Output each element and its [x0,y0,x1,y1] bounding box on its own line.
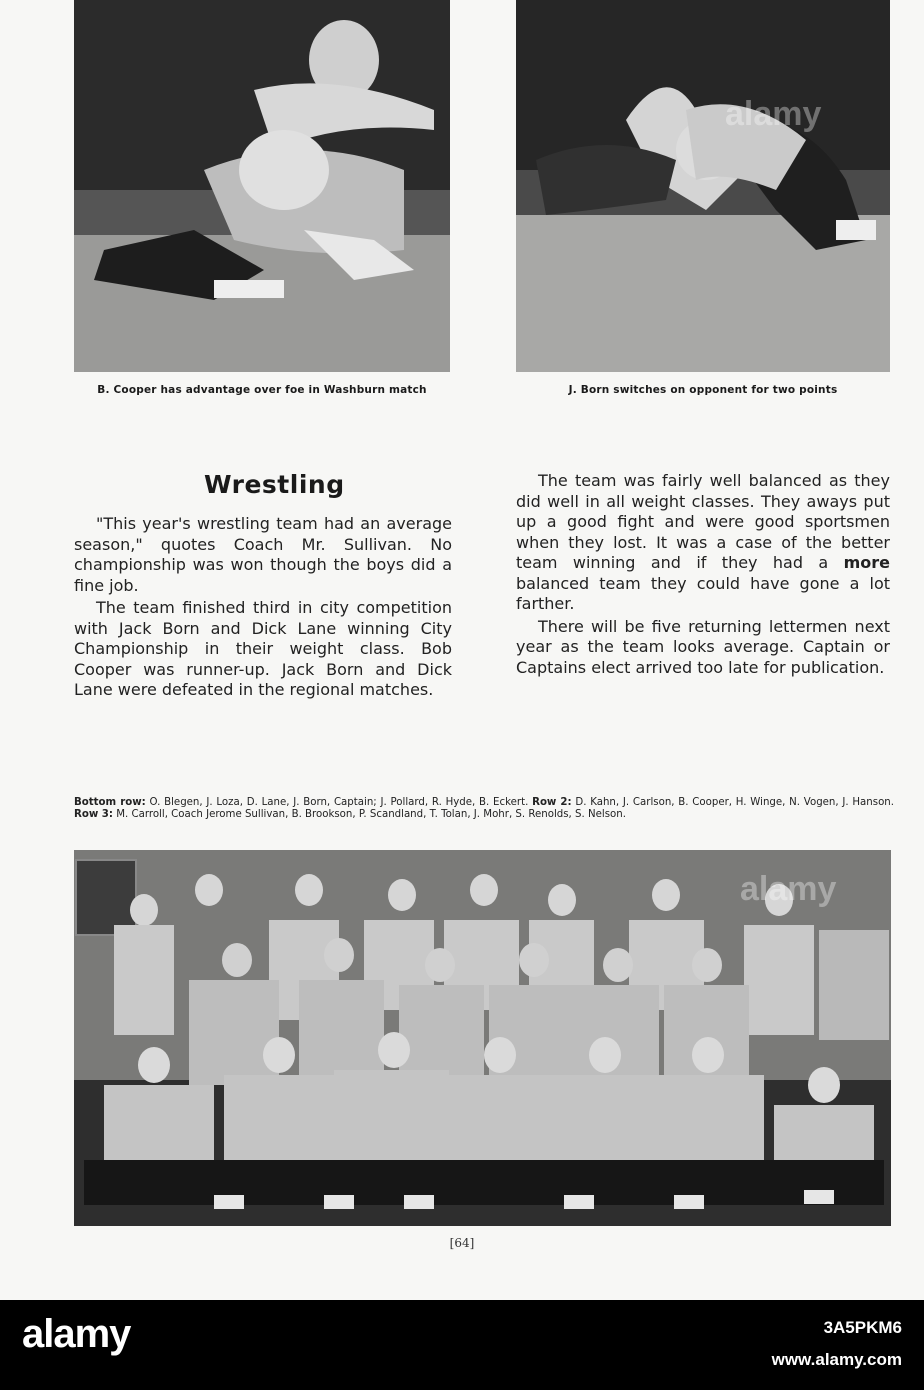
emphasis-more: more [843,553,890,572]
article-paragraph: "This year's wrestling team had an average season," quotes Coach Mr. Sullivan. No championship was won though the boys did a fine job. [74,514,452,595]
team-roster-caption: Bottom row: O. Blegen, J. Loza, D. Lane, J. Born, Captain; J. Pollard, R. Hyde, B. Eckert. Row 2: D. Kahn, J. Carlson, B. Cooper, H. Winge, N. Vogen, J. Hanson. Row 3: M. Carroll, Coach Jerome Sullivan, B. Brookson, P. Scandland, T. Tolan, J. Mohr, S. Renolds, S. Nelson. [74,797,894,821]
page-number: [64] [449,1236,475,1250]
article-left-column [74,514,452,701]
article-paragraph: There will be five returning lettermen next year as the team looks average. Captain or Captains elect arrived too late for publication. [516,616,890,677]
alamy-logo[interactable]: alamy [22,1312,131,1356]
image-id: 3A5PKM6 [823,1318,902,1337]
article-right-column [516,471,890,678]
photo-caption-left: B. Cooper has advantage over foe in Washburn match [97,384,427,396]
stock-footer-bar [0,1300,924,1390]
photo-born-switch [516,0,890,372]
watermark: alamy [740,870,837,908]
article-paragraph: The team finished third in city competition with Jack Born and Dick Lane winning City Championship in their weight class. Bob Cooper was runner-up. Jack Born and Dick Lane were defeated in the regional matches. [74,598,452,699]
article-title: Wrestling [204,470,345,499]
photo-caption-right: J. Born switches on opponent for two points [568,384,838,396]
photo-cooper-match [74,0,450,372]
site-url[interactable]: www.alamy.com [771,1350,902,1369]
article-paragraph: The team was fairly well balanced as they did well in all weight classes. They aways put up a good fight and were good sportsmen when they lost. It was a case of the better team winning and if they had a more balanced team they could have gone a lot farther. [516,471,890,613]
watermark: alamy [725,95,822,133]
